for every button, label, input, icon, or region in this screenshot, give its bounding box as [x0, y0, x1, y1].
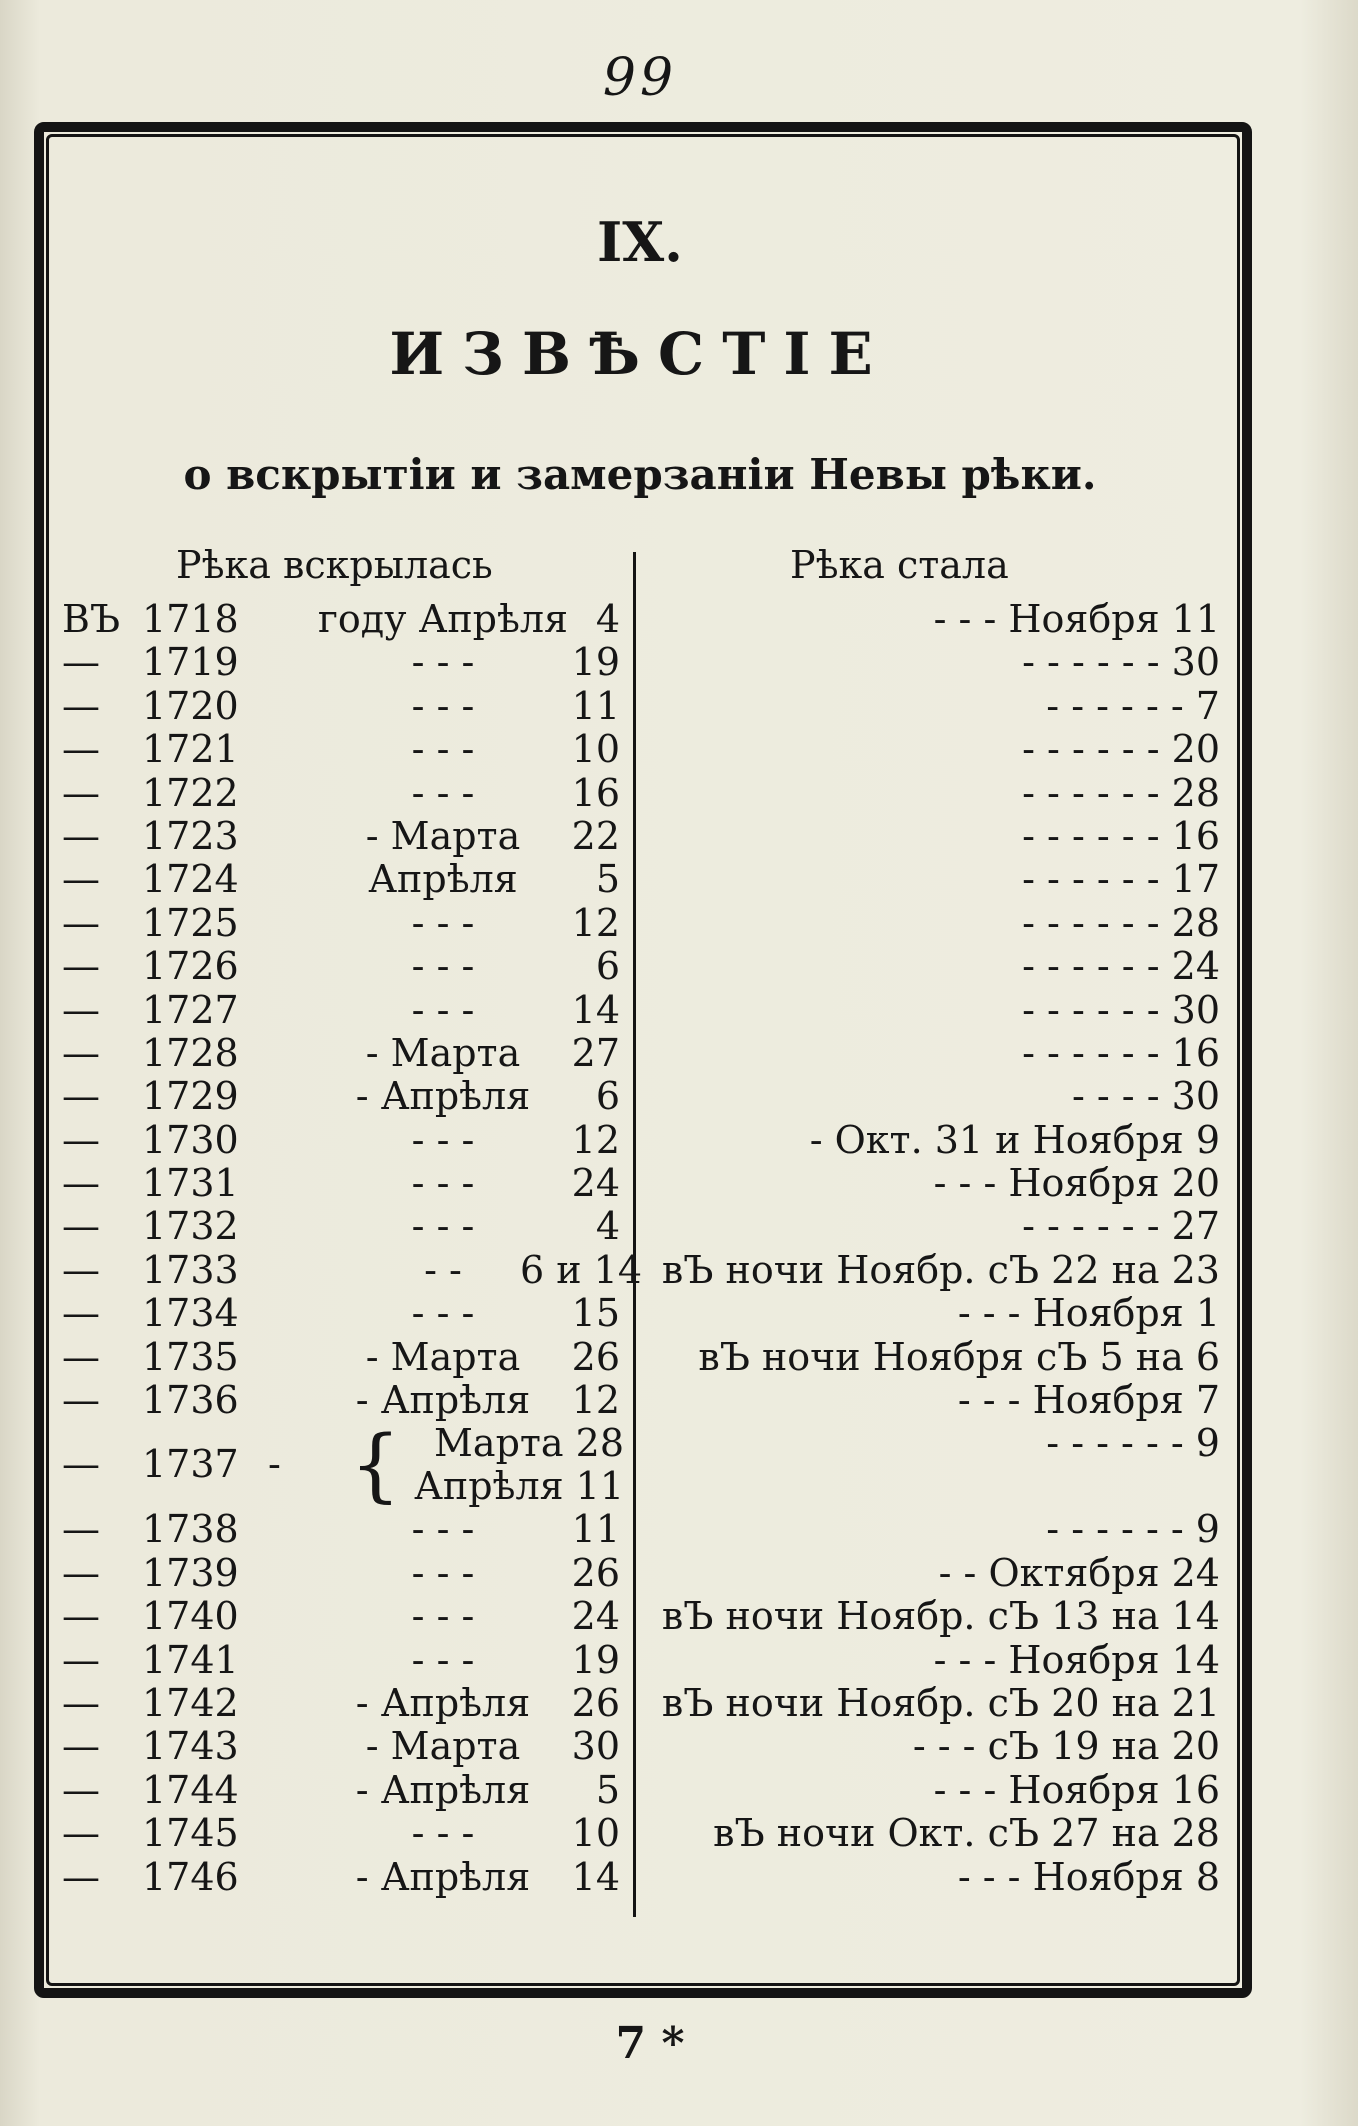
column-header-frozen: Рѣка стала	[790, 543, 1009, 587]
brace-icon: {	[350, 1418, 401, 1512]
row-prefix: —	[62, 813, 100, 858]
row-year: 1737	[142, 1442, 239, 1487]
row-prefix: —	[62, 1161, 100, 1206]
row-opened-day: 26	[571, 1334, 620, 1379]
row-year: 1744	[142, 1767, 239, 1812]
row-opened-month: - Апрѣля	[355, 1074, 531, 1119]
table-row	[0, 1595, 1280, 1638]
table-row	[0, 1075, 1280, 1118]
row-opened-day: 24	[571, 1161, 620, 1206]
row-frozen-date: - - - сЪ 19 на 20	[912, 1724, 1220, 1769]
row-prefix: —	[62, 683, 100, 728]
row-opened-day: 5	[595, 1767, 620, 1812]
row-opened-day: 12	[571, 1378, 620, 1423]
row-opened-month: - - -	[411, 1204, 475, 1249]
row-prefix: —	[62, 1637, 100, 1682]
row-opened-month: - - -	[411, 770, 475, 815]
row-opened-day: 4	[595, 597, 620, 641]
row-year: 1731	[142, 1161, 239, 1206]
row-year: 1740	[142, 1594, 239, 1639]
row-opened-date-alt: Апрѣля 11	[414, 1464, 624, 1509]
row-year: 1725	[142, 900, 239, 945]
row-opened-month: - - -	[411, 1291, 475, 1336]
table-row	[0, 772, 1280, 815]
table-row	[0, 1418, 1280, 1512]
row-year: 1730	[142, 1117, 239, 1162]
row-year: 1728	[142, 1030, 239, 1075]
table-row	[0, 858, 1280, 901]
row-year: 1718	[142, 597, 239, 641]
row-opened-month: - Апрѣля	[355, 1767, 531, 1812]
row-prefix: —	[62, 857, 100, 902]
row-opened-day: 6 и 14	[520, 1247, 643, 1292]
table-row	[0, 1249, 1280, 1292]
row-year: 1722	[142, 770, 239, 815]
row-opened-month: - - -	[411, 727, 475, 772]
row-opened-day: 19	[571, 1637, 620, 1682]
table-row	[0, 1205, 1280, 1248]
row-prefix: —	[62, 1724, 100, 1769]
row-frozen-date: - - - Ноября 11	[933, 597, 1220, 641]
row-opened-month: - - -	[411, 1594, 475, 1639]
row-prefix: —	[62, 944, 100, 989]
section-number: IX.	[597, 210, 683, 274]
page-subtitle: о вскрытіи и замерзаніи Невы рѣки.	[183, 450, 1097, 499]
table-row	[0, 1725, 1280, 1768]
page-number: 99	[602, 48, 678, 108]
row-opened-day: 24	[571, 1594, 620, 1639]
table-row	[0, 1032, 1280, 1075]
row-prefix: —	[62, 1550, 100, 1595]
row-year: 1719	[142, 640, 239, 685]
row-frozen-date: - - - Ноября 7	[957, 1378, 1220, 1423]
table-row	[0, 945, 1280, 988]
row-opened-month: году Апрѣля	[317, 597, 569, 641]
row-opened-day: 12	[571, 1117, 620, 1162]
table-row	[0, 1292, 1280, 1335]
row-frozen-date: вЪ ночи Ноября сЪ 5 на 6	[698, 1334, 1220, 1379]
row-opened-month: - Апрѣля	[355, 1378, 531, 1423]
table-row	[0, 902, 1280, 945]
row-year: 1732	[142, 1204, 239, 1249]
row-frozen-date: - - - - - - 28	[1022, 900, 1220, 945]
row-prefix: —	[62, 1507, 100, 1552]
row-frozen-date: - - - Ноября 20	[933, 1161, 1220, 1206]
row-prefix: —	[62, 1030, 100, 1075]
row-prefix: —	[62, 1247, 100, 1292]
row-opened-month: - - -	[411, 1811, 475, 1856]
row-opened-month: -	[268, 1442, 281, 1487]
row-year: 1736	[142, 1378, 239, 1423]
row-year: 1741	[142, 1637, 239, 1682]
row-opened-month: - - -	[411, 1550, 475, 1595]
row-frozen-date: - - - Ноября 1	[957, 1291, 1220, 1336]
row-opened-day: 19	[571, 640, 620, 685]
row-opened-day: 11	[571, 683, 620, 728]
row-opened-month: - - -	[411, 683, 475, 728]
row-opened-month: - Марта	[365, 1724, 521, 1769]
row-frozen-date: - - - - - - 27	[1022, 1204, 1220, 1249]
row-opened-day: 12	[571, 900, 620, 945]
table-row	[0, 1682, 1280, 1725]
row-frozen-date: - - - - - - 9	[1046, 1421, 1220, 1466]
row-prefix: —	[62, 900, 100, 945]
row-year: 1726	[142, 944, 239, 989]
row-opened-month: - - -	[411, 640, 475, 685]
row-prefix: —	[62, 640, 100, 685]
row-frozen-date: - - - - - - 24	[1022, 944, 1220, 989]
row-prefix: —	[62, 1117, 100, 1162]
row-prefix: —	[62, 1680, 100, 1725]
table-row	[0, 728, 1280, 771]
row-opened-day: 14	[571, 987, 620, 1032]
row-opened-day: 27	[571, 1030, 620, 1075]
row-frozen-date: - - - Ноября 14	[933, 1637, 1220, 1682]
row-opened-day: 4	[595, 1204, 620, 1249]
row-opened-month: - Марта	[365, 813, 521, 858]
row-frozen-date: вЪ ночи Ноябр. сЪ 20 на 21	[661, 1680, 1220, 1725]
row-opened-month: Апрѣля	[368, 857, 518, 902]
row-frozen-date: вЪ ночи Окт. сЪ 27 на 28	[713, 1811, 1220, 1856]
row-opened-month: - - -	[411, 987, 475, 1032]
row-frozen-date: - - - - - - 16	[1022, 1030, 1220, 1075]
row-prefix: —	[62, 1204, 100, 1249]
row-opened-month: - Марта	[365, 1030, 521, 1075]
row-year: 1739	[142, 1550, 239, 1595]
row-prefix: —	[62, 1854, 100, 1899]
row-prefix: —	[62, 1334, 100, 1379]
table-row	[0, 598, 1280, 641]
river-table	[0, 598, 1280, 1899]
row-opened-day: 6	[595, 1074, 620, 1119]
row-opened-month: - Апрѣля	[355, 1854, 531, 1899]
row-prefix: —	[62, 1811, 100, 1856]
row-frozen-date: - - Октября 24	[938, 1550, 1220, 1595]
row-frozen-date: вЪ ночи Ноябр. сЪ 22 на 23	[661, 1247, 1220, 1292]
table-row	[0, 641, 1280, 684]
row-frozen-date: - - - - - - 17	[1022, 857, 1220, 902]
row-frozen-date: - - - - - - 30	[1022, 640, 1220, 685]
table-row	[0, 1119, 1280, 1162]
row-prefix: —	[62, 987, 100, 1032]
page-title: ИЗВѢСТІЕ	[389, 320, 891, 388]
row-prefix: —	[62, 770, 100, 815]
table-row	[0, 1162, 1280, 1205]
row-year: 1724	[142, 857, 239, 902]
row-opened-date-alt: Марта 28	[434, 1421, 624, 1466]
row-year: 1723	[142, 813, 239, 858]
row-opened-day: 30	[571, 1724, 620, 1769]
signature-mark: 7 *	[615, 2018, 685, 2069]
row-opened-month: - - -	[411, 900, 475, 945]
row-opened-day: 10	[571, 1811, 620, 1856]
table-row	[0, 989, 1280, 1032]
row-frozen-date: - - - - - - 28	[1022, 770, 1220, 815]
row-year: 1729	[142, 1074, 239, 1119]
row-opened-day: 6	[595, 944, 620, 989]
row-frozen-date: вЪ ночи Ноябр. сЪ 13 на 14	[661, 1594, 1220, 1639]
row-frozen-date: - - - - - - 16	[1022, 813, 1220, 858]
row-frozen-date: - - - - - - 7	[1046, 683, 1220, 728]
row-opened-day: 11	[571, 1507, 620, 1552]
row-frozen-date: - Окт. 31 и Ноября 9	[809, 1117, 1220, 1162]
row-opened-day: 10	[571, 727, 620, 772]
table-row	[0, 1336, 1280, 1379]
table-row	[0, 1769, 1280, 1812]
row-opened-month: - - -	[411, 1637, 475, 1682]
row-prefix: —	[62, 1074, 100, 1119]
row-prefix: —	[62, 1767, 100, 1812]
row-opened-day: 22	[571, 813, 620, 858]
row-prefix: —	[62, 1442, 100, 1487]
row-year: 1720	[142, 683, 239, 728]
row-year: 1734	[142, 1291, 239, 1336]
table-row	[0, 685, 1280, 728]
row-year: 1738	[142, 1507, 239, 1552]
table-row	[0, 815, 1280, 858]
row-year: 1721	[142, 727, 239, 772]
table-row	[0, 1812, 1280, 1855]
row-opened-day: 16	[571, 770, 620, 815]
row-opened-day: 14	[571, 1854, 620, 1899]
row-year: 1735	[142, 1334, 239, 1379]
row-year: 1733	[142, 1247, 239, 1292]
table-row	[0, 1552, 1280, 1595]
row-opened-month: - Апрѣля	[355, 1680, 531, 1725]
row-prefix: —	[62, 1594, 100, 1639]
row-opened-month: - - -	[411, 944, 475, 989]
row-frozen-date: - - - - 30	[1071, 1074, 1220, 1119]
row-opened-day: 26	[571, 1680, 620, 1725]
row-opened-month: - -	[424, 1247, 462, 1292]
row-opened-day: 15	[571, 1291, 620, 1336]
row-opened-month: - Марта	[365, 1334, 521, 1379]
row-opened-month: - - -	[411, 1117, 475, 1162]
row-opened-month: - - -	[411, 1161, 475, 1206]
row-prefix: —	[62, 727, 100, 772]
row-prefix: —	[62, 1378, 100, 1423]
row-year: 1743	[142, 1724, 239, 1769]
row-frozen-date: - - - - - - 30	[1022, 987, 1220, 1032]
row-year: 1742	[142, 1680, 239, 1725]
column-header-opened: Рѣка вскрылась	[176, 543, 493, 587]
row-opened-day: 26	[571, 1550, 620, 1595]
row-prefix: —	[62, 1291, 100, 1336]
row-frozen-date: - - - - - - 9	[1046, 1507, 1220, 1552]
row-opened-day: 5	[595, 857, 620, 902]
row-prefix: ВЪ	[62, 597, 121, 641]
row-year: 1727	[142, 987, 239, 1032]
table-row	[0, 1639, 1280, 1682]
row-frozen-date: - - - - - - 20	[1022, 727, 1220, 772]
row-year: 1746	[142, 1854, 239, 1899]
table-row	[0, 1856, 1280, 1899]
table-row	[0, 1379, 1280, 1422]
row-opened-month: - - -	[411, 1507, 475, 1552]
row-year: 1745	[142, 1811, 239, 1856]
table-row	[0, 1508, 1280, 1551]
row-frozen-date: - - - Ноября 16	[933, 1767, 1220, 1812]
row-frozen-date: - - - Ноября 8	[957, 1854, 1220, 1899]
